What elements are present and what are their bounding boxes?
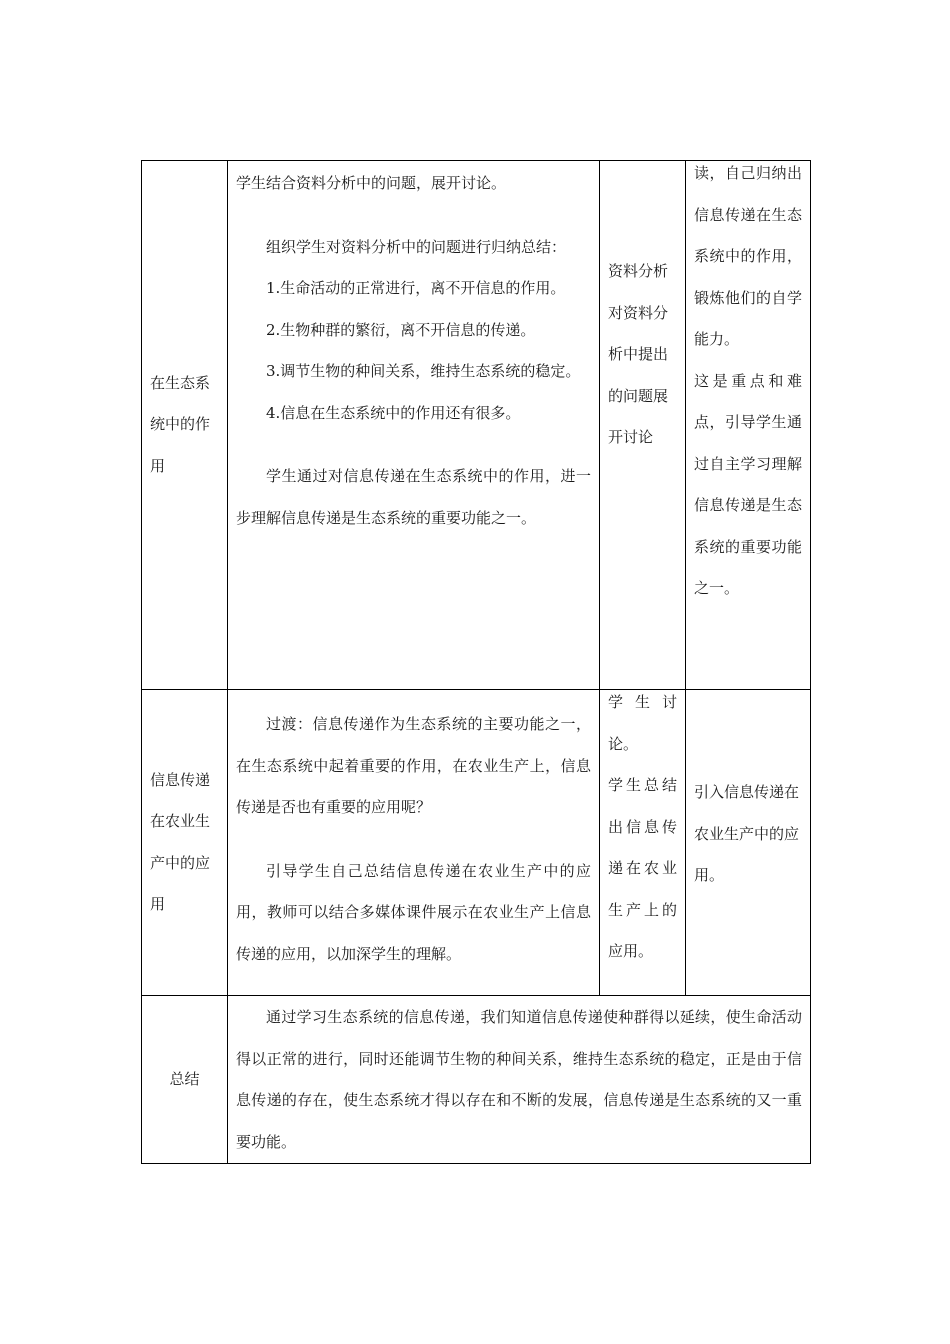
activity-cell [600, 690, 686, 996]
topic-label: 在生态系统中的作用 [150, 373, 211, 475]
intent-text: 引入信息传递在农业生产中的应用。 [694, 783, 800, 884]
table-row [142, 996, 811, 1164]
teaching-paragraph: 1.生命活动的正常进行，离不开信息的作用。 [266, 279, 566, 297]
intent-cell [686, 690, 811, 996]
teaching-paragraph: 过渡：信息传递作为生态系统的主要功能之一，在生态系统中起着重要的作用，在农业生产上，信息传递是否也有重要的应用呢？ [236, 715, 591, 816]
teaching-paragraph: 4.信息在生态系统中的作用还有很多。 [266, 403, 521, 422]
teaching-paragraph: 组织学生对资料分析中的问题进行归纳总结： [266, 237, 567, 256]
summary-cell [228, 996, 811, 1164]
teaching-paragraph: 学生通过对信息传递在生态系统中的作用，进一步理解信息传递是生态系统的重要功能之一。 [236, 467, 591, 527]
summary-text: 通过学习生态系统的信息传递，我们知道信息传递使种群得以延续，使生命活动得以正常的进行，同时还能调节生物的种间关系，维持生态系统的稳定，正是由于信息传递的存在，使生态系统才得以存在和不断的发展，信息传递是生态系统的又一重要功能。 [236, 1008, 802, 1151]
activity-cell [600, 161, 686, 690]
teaching-cell [228, 161, 600, 690]
teaching-paragraph: 2.生物种群的繁衍，离不开信息的传递。 [266, 320, 536, 339]
activity-text: 资料分析 [608, 262, 669, 280]
teaching-paragraph: 引导学生自己总结信息传递在农业生产中的应用，教师可以结合多媒体课件展示在农业生产上信息传递的应用，以加深学生的理解。 [236, 861, 591, 963]
activity-text: 学生讨论。 [608, 693, 677, 753]
topic-label: 信息传递在农业生产中的应用 [150, 770, 211, 913]
summary-label: 总结 [169, 1069, 200, 1088]
table-row [142, 690, 811, 996]
activity-text: 对资料分析中提出的问题展开讨论 [608, 303, 669, 446]
teaching-paragraph: 3.调节生物的种间关系，维持生态系统的稳定。 [266, 362, 581, 380]
lesson-plan-table [141, 160, 811, 1164]
intent-cell [686, 161, 811, 690]
topic-cell [142, 690, 228, 996]
teaching-cell [228, 690, 600, 996]
intent-text: 读，自己归纳出信息传递在生态系统中的作用，锻炼他们的自学能力。 [694, 164, 802, 348]
teaching-paragraph: 学生结合资料分析中的问题，展开讨论。 [236, 174, 507, 192]
activity-text: 学生总结出信息传递在农业生产上的应用。 [608, 776, 677, 960]
table-row [142, 161, 811, 690]
topic-cell [142, 161, 228, 690]
intent-text: 这是重点和难点，引导学生通过自主学习理解信息传递是生态系统的重要功能之一。 [694, 371, 802, 597]
summary-label-cell [142, 996, 228, 1164]
